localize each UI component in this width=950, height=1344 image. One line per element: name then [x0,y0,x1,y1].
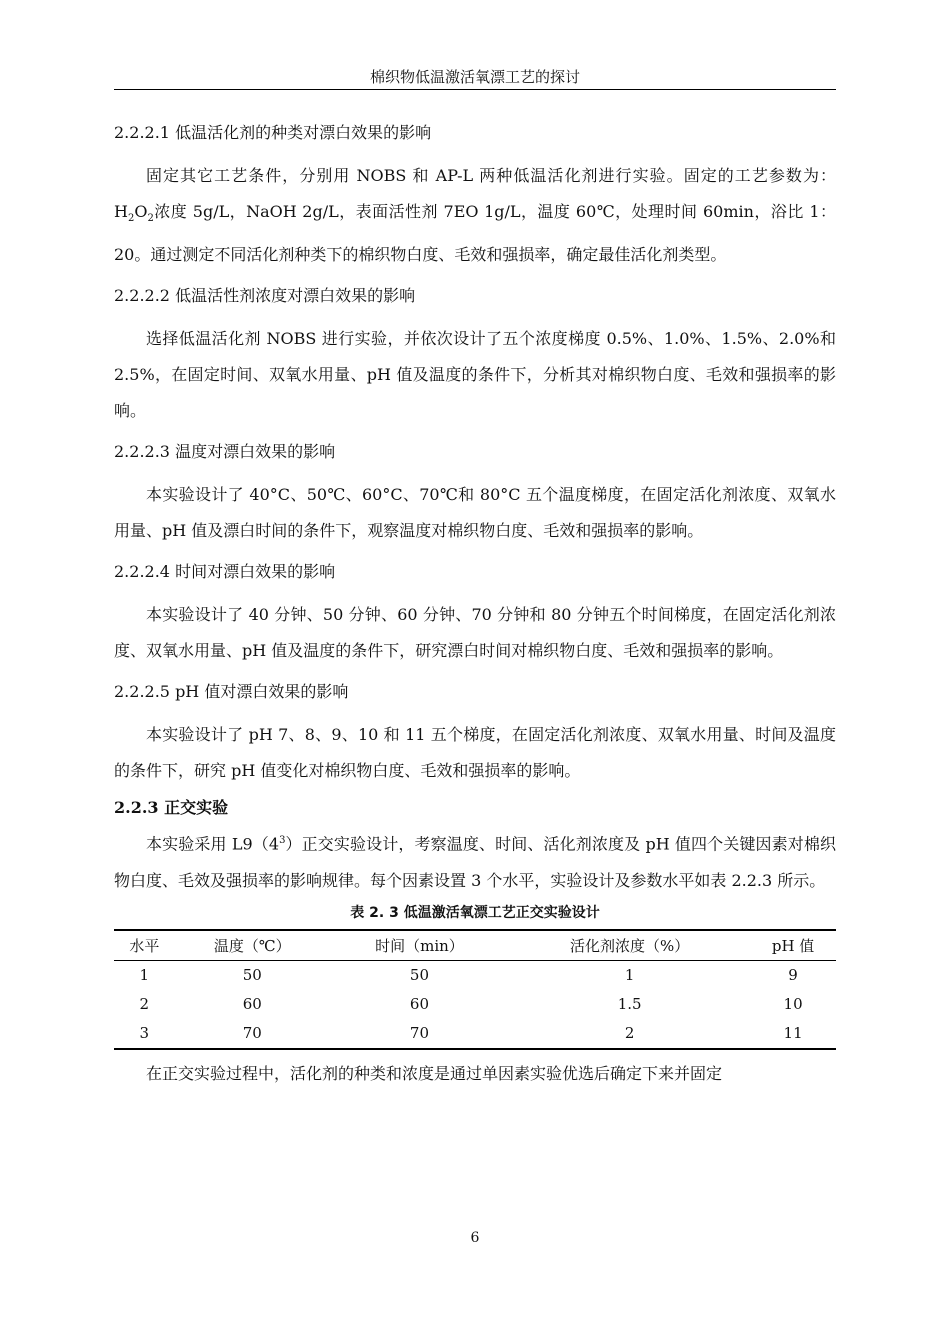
table-cell: 1 [139,966,150,985]
heading-2223: 2.2.2.3 温度对漂白效果的影响 [114,442,336,462]
table-caption: 表 2. 3 低温激活氧漂工艺正交实验设计 [350,904,600,921]
paragraph-2221 [114,158,836,273]
h2o2-subscript-2: 2 [147,213,154,225]
table-cell: 60 [409,995,430,1014]
paragraph-2221-start: 固定其它工艺条件，分别用 NOBS 和 AP-L 两种低温活化剂进行实验。固定的工艺参数为：H [114,166,836,221]
page-number: 6 [470,1230,480,1246]
table-cell: 60 [242,995,262,1014]
table-cell: 70 [330,1019,509,1049]
table-header-cell: 时间（min） [330,930,509,961]
h2o2-o: O [134,202,148,221]
table-cell: 2 [139,995,150,1014]
table-cell: 3 [114,1019,175,1049]
heading-2225: 2.2.2.5 pH 值对漂白效果的影响 [114,682,349,702]
table-row [114,960,836,990]
h2o2-subscript-1: 2 [127,213,135,225]
table-cell: 11 [750,1019,836,1049]
heading-2222: 2.2.2.2 低温活性剂浓度对漂白效果的影响 [114,286,416,306]
header-divider [114,89,836,90]
table-cell: 1.5 [617,995,642,1014]
table-header-cell: 温度（℃） [175,930,330,961]
paragraph-2225: 本实验设计了 pH 7、8、9、10 和 11 五个梯度，在固定活化剂浓度、双氧水用量、时间及温度的条件下，研究 pH 值变化对棉织物白度、毛效和强损率的影响。 [114,725,836,781]
table-cell: 9 [788,966,798,985]
orthogonal-superscript: 3 [279,835,286,847]
paragraph-2221-end: 浓度 5g/L，NaOH 2g/L，表面活性剂 7EO 1g/L，温度 60℃，处理时间 60min，浴比 1：20。通过测定不同活化剂种类下的棉织物白度、毛效和强损率，确定最佳活化剂类型。 [114,202,836,265]
table-cell: 50 [242,966,262,985]
page-body [114,112,836,1092]
heading-2221: 2.2.2.1 低温活化剂的种类对漂白效果的影响 [114,123,432,142]
table-row [114,990,836,1019]
table-header-row [114,930,836,961]
table-cell: 1 [624,966,635,985]
table-header-cell: 水平 [114,930,175,961]
table-cell: 70 [175,1019,330,1049]
paragraph-223-start: 本实验采用 L9（4 [146,834,280,854]
orthogonal-design-table [114,929,836,1050]
table-header-cell: 活化剂浓度（%） [509,930,750,961]
heading-223: 2.2.3 正交实验 [114,798,229,818]
paragraph-2223: 本实验设计了 40°C、50℃、60°C、70℃和 80°C 五个温度梯度，在固定活化剂浓度、双氧水用量、pH 值及漂白时间的条件下，观察温度对棉织物白度、毛效和强损率的影响。 [114,485,836,541]
paragraph-after-table: 在正交实验过程中，活化剂的种类和浓度是通过单因素实验优选后确定下来并固定 [146,1063,723,1083]
paragraph-2222: 选择低温活化剂 NOBS 进行实验，并依次设计了五个浓度梯度 0.5%、1.0%、1.5%、2.0%和 2.5%，在固定时间、双氧水用量、pH 值及温度的条件下，分析其对棉织物白度、毛效和强损率的影响。 [114,329,836,421]
paragraph-2224: 本实验设计了 40 分钟、50 分钟、60 分钟、70 分钟和 80 分钟五个时间梯度，在固定活化剂浓度、双氧水用量、pH 值及温度的条件下，研究漂白时间对棉织物白度、毛效和强损率的影响。 [114,605,836,661]
table-cell: 2 [509,1019,750,1049]
running-header: 棉织物低温激活氧漂工艺的探讨 [369,68,580,86]
paragraph-223 [114,823,836,898]
heading-2224: 2.2.2.4 时间对漂白效果的影响 [114,562,336,582]
table-cell: 10 [783,995,803,1014]
paragraph-223-end: ）正交实验设计，考察温度、时间、活化剂浓度及 pH 值四个关键因素对棉织物白度、毛效及强损率的影响规律。每个因素设置 3 个水平，实验设计及参数水平如表 2.2.3 所示。 [114,834,836,890]
table-cell: 50 [409,966,430,985]
table-header-cell: pH 值 [750,930,836,961]
table-row [114,1019,836,1049]
